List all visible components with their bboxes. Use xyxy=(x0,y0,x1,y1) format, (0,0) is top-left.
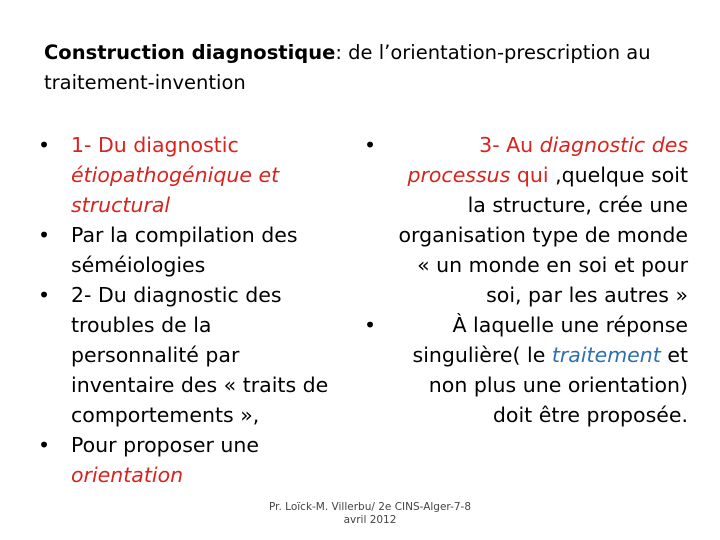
right-bullet-1 xyxy=(364,130,688,310)
left-bullet-1 xyxy=(38,130,338,220)
left-bullet-4 xyxy=(38,430,338,490)
left-bullet-1-italic: étiopathogénique et structural xyxy=(71,163,280,217)
footer-line-1: Pr. Loïck-M. Villerbu/ 2e CINS-Alger-7-8 xyxy=(268,501,472,513)
left-bullet-3: • 2- Du diagnostic des troubles de la personnalité par inventaire des « traits de comportements », xyxy=(38,280,338,430)
right-bullet-2 xyxy=(364,310,688,430)
right-bullet-1-rest: ,quelque soit la structure, crée une organisation type de monde « un monde en soi et pour soi, par les autres » xyxy=(398,163,688,307)
right-bullet-2-text: À laquelle une réponse singulière( le xyxy=(412,313,688,367)
left-column xyxy=(38,130,338,490)
right-column xyxy=(364,130,688,430)
footer-line-2: avril 2012 xyxy=(343,514,397,526)
title-rest: : de l’orientation-prescription au traitement-invention xyxy=(44,41,651,94)
left-bullet-4-text: Pour proposer une xyxy=(71,433,260,457)
right-bullet-1-red2: qui xyxy=(510,163,549,187)
right-bullet-2-rest: et non plus une orientation) doit être proposée. xyxy=(428,343,688,427)
right-bullet-2-italic: traitement xyxy=(551,343,661,367)
slide-footer xyxy=(262,501,478,527)
right-bullet-1-red: 3- Au xyxy=(479,133,540,157)
left-bullet-4-italic: orientation xyxy=(71,463,184,487)
left-bullet-2: • Par la compilation des séméiologies xyxy=(38,220,338,280)
title-bold: Construction diagnostique xyxy=(44,41,336,64)
slide-title xyxy=(44,38,684,98)
left-bullet-1-red: 1- Du diagnostic xyxy=(71,133,239,157)
right-bullet-1-italic: diagnostic des processus xyxy=(407,133,688,187)
